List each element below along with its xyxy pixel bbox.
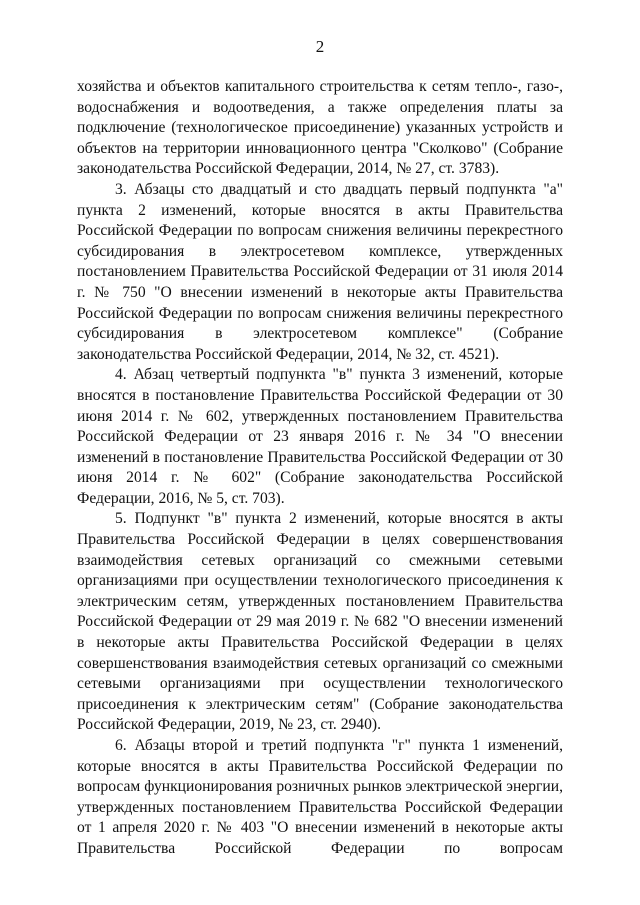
paragraph-item-3: 3. Абзацы сто двадцатый и сто двадцать первый подпункта "а" пункта 2 изменений, которые вносятся в акты Правительства Российской Федерации по вопросам снижения величины перекрестного субсидирования в электросетевом комплексе, утвержденных постановлением Правительства Российской Федерации от 31 июля 2014 г. № 750 "О внесении изменений в некоторые акты Правительства Российской Федерации по вопросам снижения величины перекрестного субсидирования в электросетевом комплексе" (Собрание законодательства Российской Федерации, 2014, № 32, ст. 4521). [77,180,563,363]
paragraph-item-5: 5. Подпункт "в" пункта 2 изменений, которые вносятся в акты Правительства Российской Федерации в целях совершенствования взаимодействия сетевых организаций со смежными сетевыми организациями при осуществлении технологического присоединения к электрическим сетям, утвержденных постановлением Правительства Российской Федерации от 29 мая 2019 г. № 682 "О внесении изменений в некоторые акты Правительства Российской Федерации в целях совершенствования взаимодействия сетевых организаций со смежными сетевыми организациями при осуществлении технологического присоединения к электрическим сетям" (Собрание законодательства Российской Федерации, 2019, № 23, ст. 2940). [77,510,563,734]
document-body [77,77,563,860]
paragraph-item-4: 4. Абзац четвертый подпункта "в" пункта 3 изменений, которые вносятся в постановление Правительства Российской Федерации от 30 июня 2014 г. № 602, утвержденных постановлением Правительства Российской Федерации от 23 января 2016 г. № 34 "О внесении изменений в постановление Правительства Российской Федерации от 30 июня 2014 г. № 602" (Собрание законодательства Российской Федерации, 2016, № 5, ст. 703). [77,366,563,507]
paragraph-continuation: хозяйства и объектов капитального строительства к сетям тепло-, газо-, водоснабжения и водоотведения, а также определения платы за подключение (технологическое присоединение) указанных устройств и объектов на территории инновационного центра "Сколково" (Собрание законодательства Российской Федерации, 2014, № 27, ст. 3783). [77,78,563,178]
page-number: 2 [315,37,325,56]
paragraph-item-6: 6. Абзацы второй и третий подпункта "г" пункта 1 изменений, которые вносятся в акты Правительства Российской Федерации по вопросам функционирования розничных рынков электрической энергии, утвержденных постановлением Правительства Российской Федерации от 1 апреля 2020 г. № 403 "О внесении изменений в некоторые акты Правительства Российской Федерации по вопросам [77,737,563,857]
